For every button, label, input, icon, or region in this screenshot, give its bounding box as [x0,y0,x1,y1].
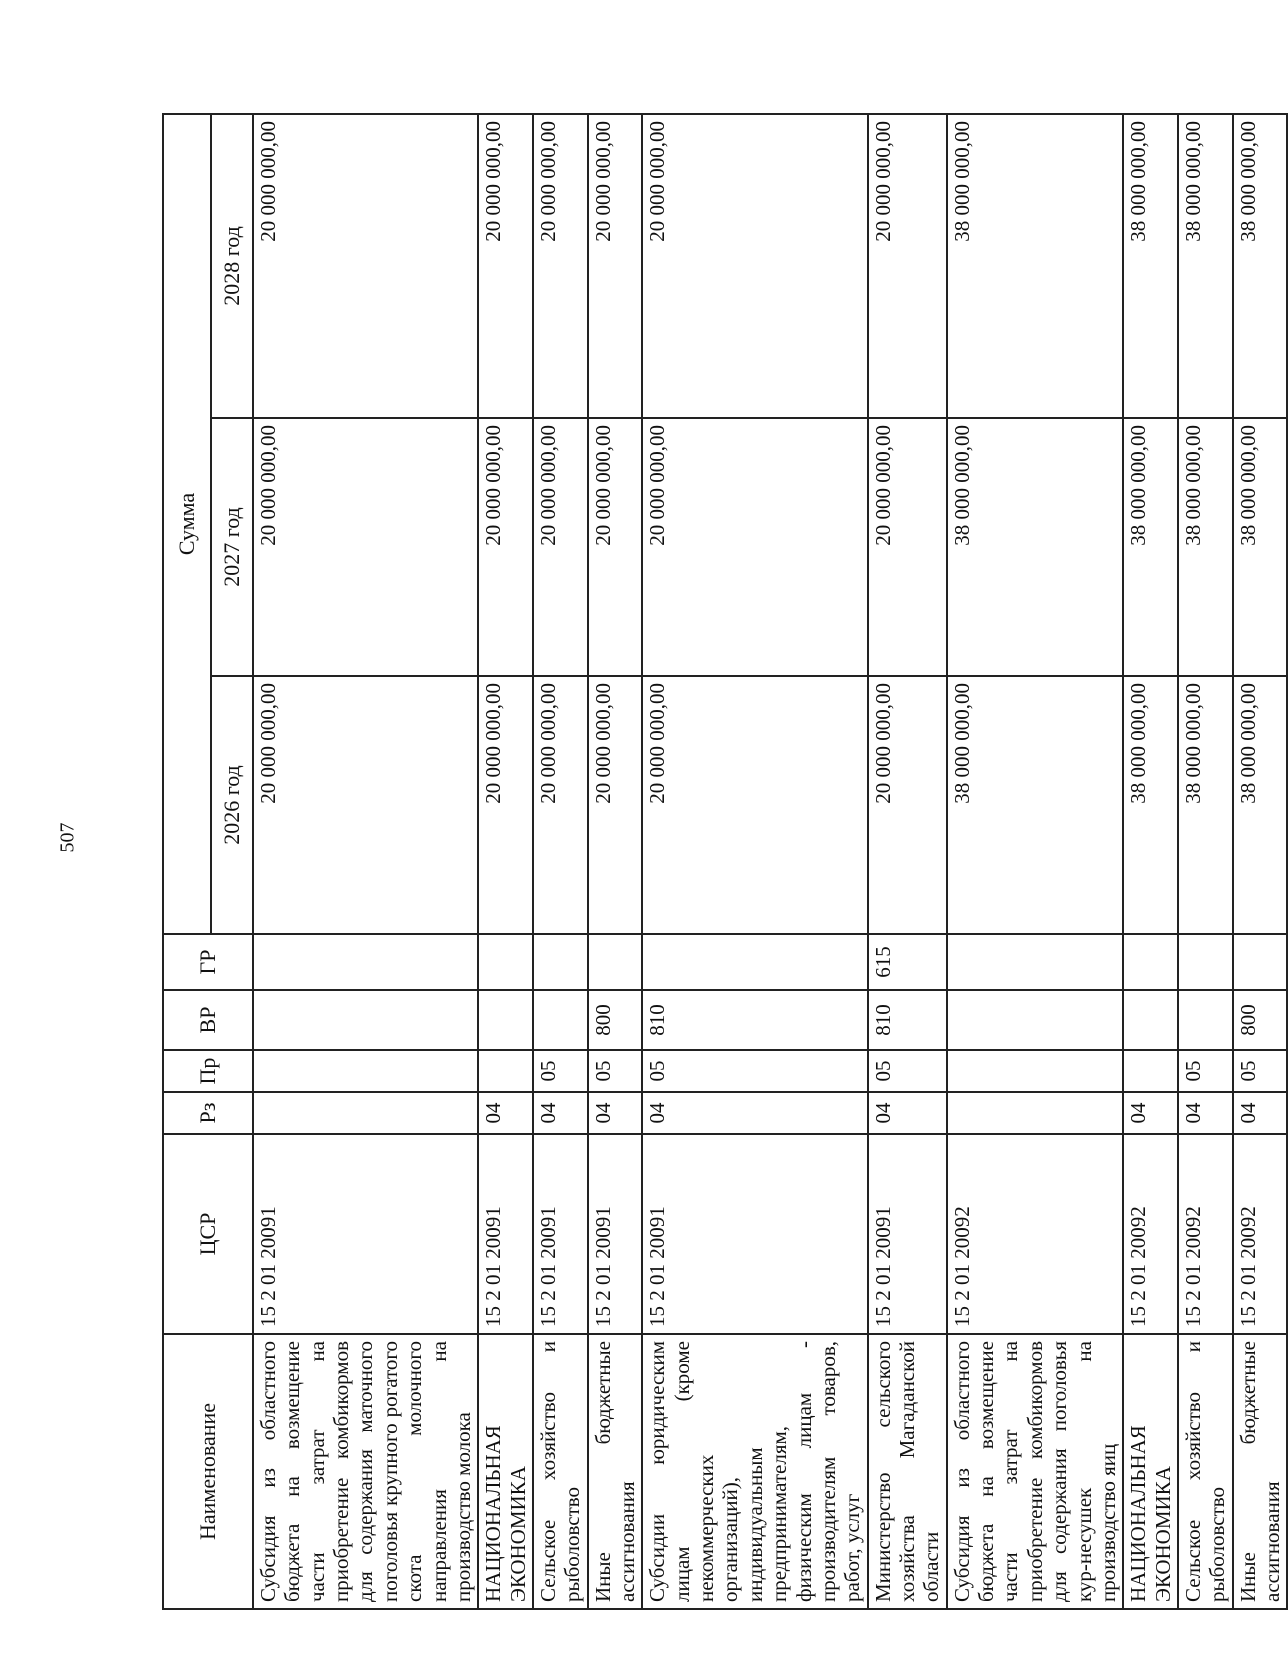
cell-sum-2027: 20 000 000,00 [868,418,947,676]
cell-gr: 615 [868,934,947,990]
cell-gr [253,934,478,990]
cell-pr [253,1050,478,1092]
cell-pr [478,1050,533,1092]
cell-csr: 15 2 01 20091 [253,1134,478,1334]
page-number: 507 [56,822,79,853]
cell-gr [1178,934,1233,990]
cell-pr: 05 [1178,1050,1233,1092]
cell-pr: 05 [642,1050,867,1092]
cell-sum-2028: 38 000 000,00 [1233,114,1288,418]
header-2028: 2028 год [211,114,253,418]
cell-vr [1123,990,1178,1050]
cell-name: Иные бюджетные ассигнования [588,1334,643,1609]
cell-vr: 810 [642,990,867,1050]
cell-sum-2028: 20 000 000,00 [478,114,533,418]
table-row [642,114,867,1609]
header-pr: Пр [163,1050,253,1092]
cell-pr: 05 [868,1050,947,1092]
cell-gr [588,934,643,990]
header-csr: ЦСР [163,1134,253,1334]
cell-sum-2027: 38 000 000,00 [1233,418,1288,676]
cell-gr [1233,934,1288,990]
cell-name: Сельское хозяйство и рыболовство [1178,1334,1233,1609]
cell-rz: 04 [533,1092,588,1134]
cell-sum-2027: 38 000 000,00 [947,418,1124,676]
rotated-table-container [162,115,1285,1610]
header-2027: 2027 год [211,418,253,676]
cell-csr: 15 2 01 20091 [642,1134,867,1334]
cell-sum-2027: 38 000 000,00 [1178,418,1233,676]
cell-vr [947,990,1124,1050]
cell-sum-2026: 20 000 000,00 [868,676,947,934]
table-row [947,114,1124,1609]
cell-sum-2028: 38 000 000,00 [1178,114,1233,418]
header-gr: ГР [163,934,253,990]
cell-vr: 800 [1233,990,1288,1050]
cell-vr [533,990,588,1050]
cell-csr: 15 2 01 20092 [1123,1134,1178,1334]
cell-rz [253,1092,478,1134]
header-rz: Рз [163,1092,253,1134]
cell-csr: 15 2 01 20092 [947,1134,1124,1334]
cell-sum-2026: 38 000 000,00 [947,676,1124,934]
cell-name: Сельское хозяйство и рыболовство [533,1334,588,1609]
table-row [1233,114,1288,1609]
cell-csr: 15 2 01 20092 [1233,1134,1288,1334]
table-body [253,114,1287,1609]
cell-sum-2028: 20 000 000,00 [868,114,947,418]
cell-sum-2026: 20 000 000,00 [588,676,643,934]
cell-rz: 04 [868,1092,947,1134]
cell-sum-2026: 20 000 000,00 [533,676,588,934]
table-row [1178,114,1233,1609]
cell-name: Иные бюджетные ассигнования [1233,1334,1288,1609]
cell-csr: 15 2 01 20091 [533,1134,588,1334]
table-row [588,114,643,1609]
cell-rz: 04 [1178,1092,1233,1134]
cell-vr [1178,990,1233,1050]
cell-sum-2027: 20 000 000,00 [253,418,478,676]
cell-vr [253,990,478,1050]
cell-sum-2027: 20 000 000,00 [533,418,588,676]
cell-vr: 810 [868,990,947,1050]
cell-sum-2027: 20 000 000,00 [478,418,533,676]
table-row [253,114,478,1609]
header-name: Наименование [163,1334,253,1609]
cell-rz: 04 [1123,1092,1178,1134]
cell-csr: 15 2 01 20091 [588,1134,643,1334]
cell-sum-2027: 20 000 000,00 [588,418,643,676]
table-row [533,114,588,1609]
cell-pr: 05 [533,1050,588,1092]
cell-sum-2028: 38 000 000,00 [947,114,1124,418]
cell-pr [947,1050,1124,1092]
cell-sum-2027: 20 000 000,00 [642,418,867,676]
cell-sum-2028: 20 000 000,00 [253,114,478,418]
header-2026: 2026 год [211,676,253,934]
cell-rz [947,1092,1124,1134]
cell-rz: 04 [642,1092,867,1134]
cell-sum-2026: 38 000 000,00 [1123,676,1178,934]
cell-name: НАЦИОНАЛЬНАЯ ЭКОНОМИКА [1123,1334,1178,1609]
cell-sum-2026: 38 000 000,00 [1233,676,1288,934]
cell-name: Министерство сельского хозяйства Магаданской области [868,1334,947,1609]
cell-vr [478,990,533,1050]
cell-sum-2028: 20 000 000,00 [642,114,867,418]
budget-table [162,113,1288,1610]
cell-gr [1123,934,1178,990]
cell-gr [533,934,588,990]
cell-sum-2027: 38 000 000,00 [1123,418,1178,676]
cell-csr: 15 2 01 20091 [868,1134,947,1334]
cell-name: Субсидия из областного бюджета на возмещение части затрат на приобретение комбикормов для содержания маточного поголовья крупного рогатого скота молочного направления на производство молока [253,1334,478,1609]
cell-sum-2026: 20 000 000,00 [253,676,478,934]
cell-rz: 04 [1233,1092,1288,1134]
cell-rz: 04 [588,1092,643,1134]
header-sum: Сумма [163,114,211,934]
table-row [1123,114,1178,1609]
cell-name: Субсидии юридическим лицам (кроме некоммерческих организаций), индивидуальным предпринимателям, физическим лицам - производителям товаров, работ, услуг [642,1334,867,1609]
cell-csr: 15 2 01 20091 [478,1134,533,1334]
cell-pr: 05 [588,1050,643,1092]
cell-sum-2028: 20 000 000,00 [533,114,588,418]
cell-sum-2026: 38 000 000,00 [1178,676,1233,934]
header-vr: ВР [163,990,253,1050]
cell-vr: 800 [588,990,643,1050]
cell-csr: 15 2 01 20092 [1178,1134,1233,1334]
cell-gr [947,934,1124,990]
cell-pr [1123,1050,1178,1092]
cell-sum-2028: 38 000 000,00 [1123,114,1178,418]
table-header [163,114,253,1609]
table-row [868,114,947,1609]
cell-name: НАЦИОНАЛЬНАЯ ЭКОНОМИКА [478,1334,533,1609]
cell-gr [478,934,533,990]
cell-name: Субсидия из областного бюджета на возмещение части затрат на приобретение комбикормов для содержания поголовья кур-несушек на производство яиц [947,1334,1124,1609]
cell-pr: 05 [1233,1050,1288,1092]
cell-rz: 04 [478,1092,533,1134]
cell-sum-2026: 20 000 000,00 [478,676,533,934]
cell-gr [642,934,867,990]
table-row [478,114,533,1609]
cell-sum-2026: 20 000 000,00 [642,676,867,934]
cell-sum-2028: 20 000 000,00 [588,114,643,418]
